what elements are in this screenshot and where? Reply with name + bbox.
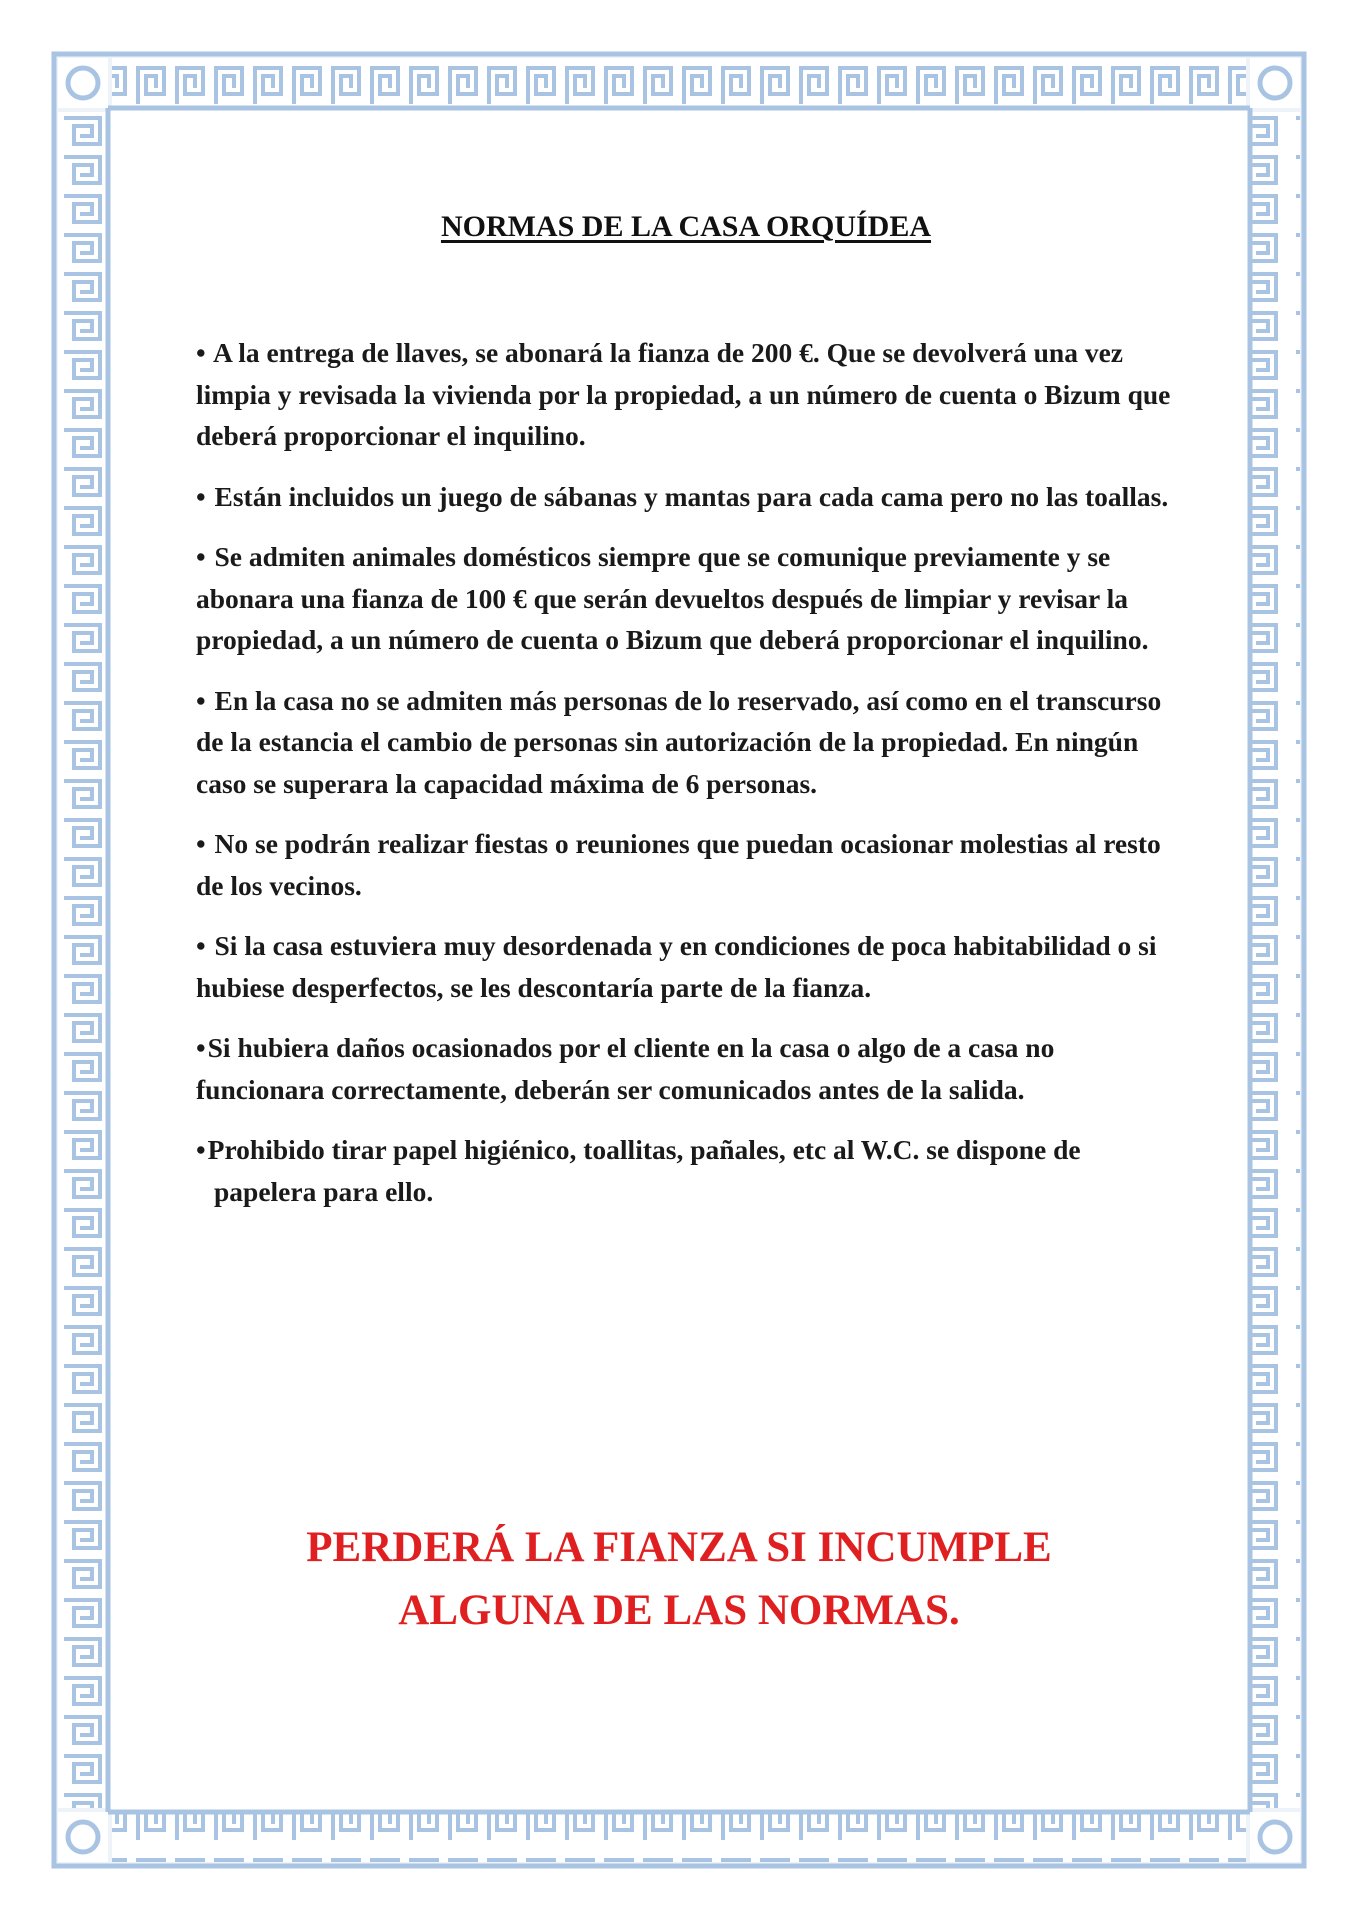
- rule-item-deposit: [196, 332, 1176, 457]
- rule-item-occupancy: [196, 680, 1176, 805]
- page-title: NORMAS DE LA CASA ORQUÍDEA: [440, 210, 932, 243]
- corner-circle-icon: [58, 58, 108, 108]
- rule-text: Están incluidos un juego de sábanas y mantas para cada cama pero no las toallas.: [214, 480, 1169, 512]
- warning-line-1: PERDERÁ LA FIANZA SI INCUMPLE: [306, 1524, 1052, 1571]
- rule-text: Prohibido tirar papel higiénico, toallitas, pañales, etc al W.C. se dispone de papelera para ello.: [207, 1134, 1081, 1207]
- rule-item-cleanliness: [196, 925, 1176, 1008]
- rule-text: Se admiten animales domésticos siempre que se comunique previamente y se abonara una fianza de 100 € que serán devueltos después de limpiar y revisar la propiedad, a un número de cuenta o Bizum que deberá proporcionar el inquilino.: [196, 541, 1149, 655]
- bullet-icon: •: [196, 1134, 206, 1165]
- corner-circle-icon: [1250, 1812, 1300, 1862]
- bullet-icon: •: [196, 480, 206, 512]
- rule-text: Si la casa estuviera muy desordenada y en condiciones de poca habitabilidad o si hubiese desperfectos, se les descontaría parte de la fianza.: [196, 930, 1157, 1003]
- rule-text: Si hubiera daños ocasionados por el cliente en la casa o algo de a casa no funcionara correctamente, deberán ser comunicados antes de la salida.: [196, 1032, 1055, 1105]
- rules-list: [196, 332, 1176, 1212]
- rule-text: No se podrán realizar fiestas o reuniones que puedan ocasionar molestias al resto de los vecinos.: [196, 828, 1161, 901]
- rule-item-linens: [196, 476, 1176, 518]
- bullet-icon: •: [196, 337, 206, 368]
- bullet-icon: •: [196, 930, 206, 961]
- bullet-icon: •: [196, 828, 206, 859]
- document-body: [196, 210, 1176, 1231]
- rule-item-parties: [196, 823, 1176, 906]
- rule-text: En la casa no se admiten más personas de lo reservado, así como en el transcurso de la estancia el cambio de personas sin autorización de la propiedad. En ningún caso se superara la capacidad máxima de 6 personas.: [196, 684, 1162, 799]
- corner-circle-icon: [58, 1812, 108, 1862]
- rule-item-damages: [196, 1027, 1176, 1110]
- rule-item-pets: [196, 536, 1176, 661]
- bullet-icon: •: [196, 541, 206, 572]
- bullet-icon: •: [196, 684, 206, 716]
- corner-circle-icon: [1250, 58, 1300, 108]
- deposit-warning: [160, 1516, 1198, 1642]
- warning-line-2: ALGUNA DE LAS NORMAS.: [398, 1587, 960, 1634]
- bullet-icon: •: [196, 1032, 206, 1063]
- rule-item-toilet: [196, 1129, 1176, 1212]
- rule-text: A la entrega de llaves, se abonará la fianza de 200 €. Que se devolverá una vez limpia y revisada la vivienda por la propiedad, a un número de cuenta o Bizum que deberá proporcionar el inquilino.: [196, 337, 1171, 451]
